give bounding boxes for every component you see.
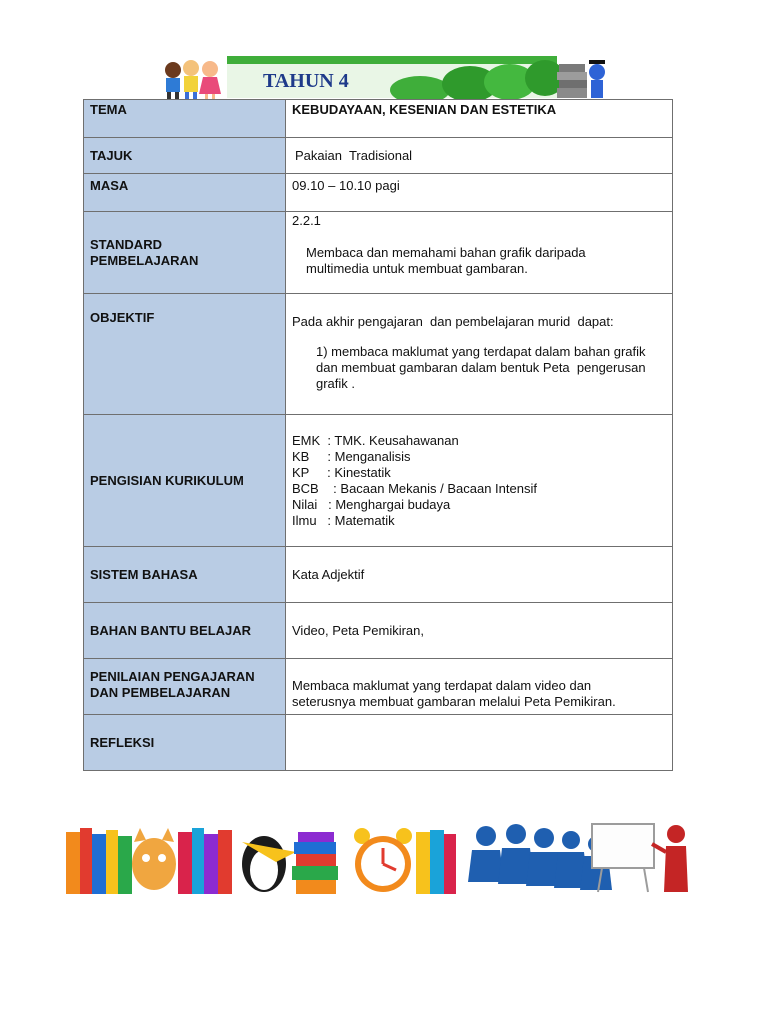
books-illustration-3 [416, 830, 456, 894]
pengisian-line: KP : Kinestatik [292, 464, 391, 480]
value-pengisian [286, 415, 673, 547]
value-refleksi [286, 715, 673, 771]
books-mascot-illustration [557, 60, 605, 98]
standard-line-2: multimedia untuk membuat gambaran. [306, 261, 528, 276]
label-penilaian-line-2: DAN PEMBELAJARAN [90, 685, 231, 700]
footer-illustration [66, 822, 696, 894]
pengisian-line: Nilai : Menghargai budaya [292, 496, 451, 512]
row-pengisian [84, 415, 673, 547]
value-sistem: Kata Adjektif [286, 547, 673, 603]
pengisian-line: KB : Menganalisis [292, 448, 411, 464]
books-stack-illustration [292, 832, 338, 894]
label-standard-line-1: STANDARD [90, 236, 162, 252]
row-bahan [84, 603, 673, 659]
tajuk-text: Pakaian Tradisional [295, 147, 413, 163]
objektif-intro: Pada akhir pengajaran dan pembelajaran murid dapat: [292, 314, 614, 329]
kids-illustration [165, 60, 221, 103]
value-tajuk [286, 138, 673, 174]
pengisian-line: Ilmu : Matematik [292, 512, 395, 528]
standard-code: 2.2.1 [292, 213, 321, 228]
value-standard [286, 212, 673, 294]
row-refleksi [84, 715, 673, 771]
classroom-illustration [468, 824, 612, 890]
label-pengisian: PENGISIAN KURIKULUM [84, 415, 286, 547]
label-masa: MASA [84, 174, 286, 212]
alarm-clock-illustration [354, 828, 412, 892]
objektif-item-line-1: 1) membaca maklumat yang terdapat dalam bahan grafik [316, 344, 646, 359]
books-illustration-2 [178, 828, 232, 894]
pengisian-line: EMK : TMK. Keusahawanan [292, 432, 459, 448]
pengisian-line: BCB : Bacaan Mekanis / Bacaan Intensif [292, 480, 537, 496]
penilaian-line-1: Membaca maklumat yang terdapat dalam video dan [292, 677, 592, 693]
label-tema: TEMA [84, 100, 286, 138]
label-refleksi: REFLEKSI [84, 715, 286, 771]
value-penilaian [286, 659, 673, 715]
tahun-banner [155, 52, 615, 104]
value-bahan: Video, Peta Pemikiran, [286, 603, 673, 659]
label-penilaian [84, 659, 286, 715]
row-tema [84, 100, 673, 138]
row-masa [84, 174, 673, 212]
row-standard [84, 212, 673, 294]
objektif-item-line-3: grafik . [316, 376, 356, 391]
cat-illustration [132, 828, 176, 890]
label-tajuk: TAJUK [84, 138, 286, 174]
label-sistem: SISTEM BAHASA [84, 547, 286, 603]
penguin-illustration [242, 836, 296, 892]
value-masa: 09.10 – 10.10 pagi [286, 174, 673, 212]
standard-line-1: Membaca dan memahami bahan grafik daripada [306, 245, 586, 260]
label-objektif: OBJEKTIF [84, 294, 286, 415]
value-objektif [286, 294, 673, 415]
label-penilaian-line-1: PENILAIAN PENGAJARAN [90, 669, 255, 684]
banner-title: TAHUN 4 [263, 70, 349, 92]
value-tema: KEBUDAYAAN, KESENIAN DAN ESTETIKA [286, 100, 673, 138]
label-bahan: BAHAN BANTU BELAJAR [84, 603, 286, 659]
row-penilaian [84, 659, 673, 715]
lesson-plan-table [83, 99, 673, 771]
penilaian-line-2: seterusnya membuat gambaran melalui Peta Pemikiran. [292, 693, 616, 709]
label-standard-line-2: PEMBELAJARAN [90, 252, 199, 268]
row-tajuk [84, 138, 673, 174]
objektif-item-line-2: dan membuat gambaran dalam bentuk Peta pengerusan [316, 360, 646, 375]
books-illustration [66, 828, 132, 894]
teacher-illustration [652, 825, 688, 892]
row-sistem [84, 547, 673, 603]
row-objektif [84, 294, 673, 415]
label-standard [84, 212, 286, 294]
